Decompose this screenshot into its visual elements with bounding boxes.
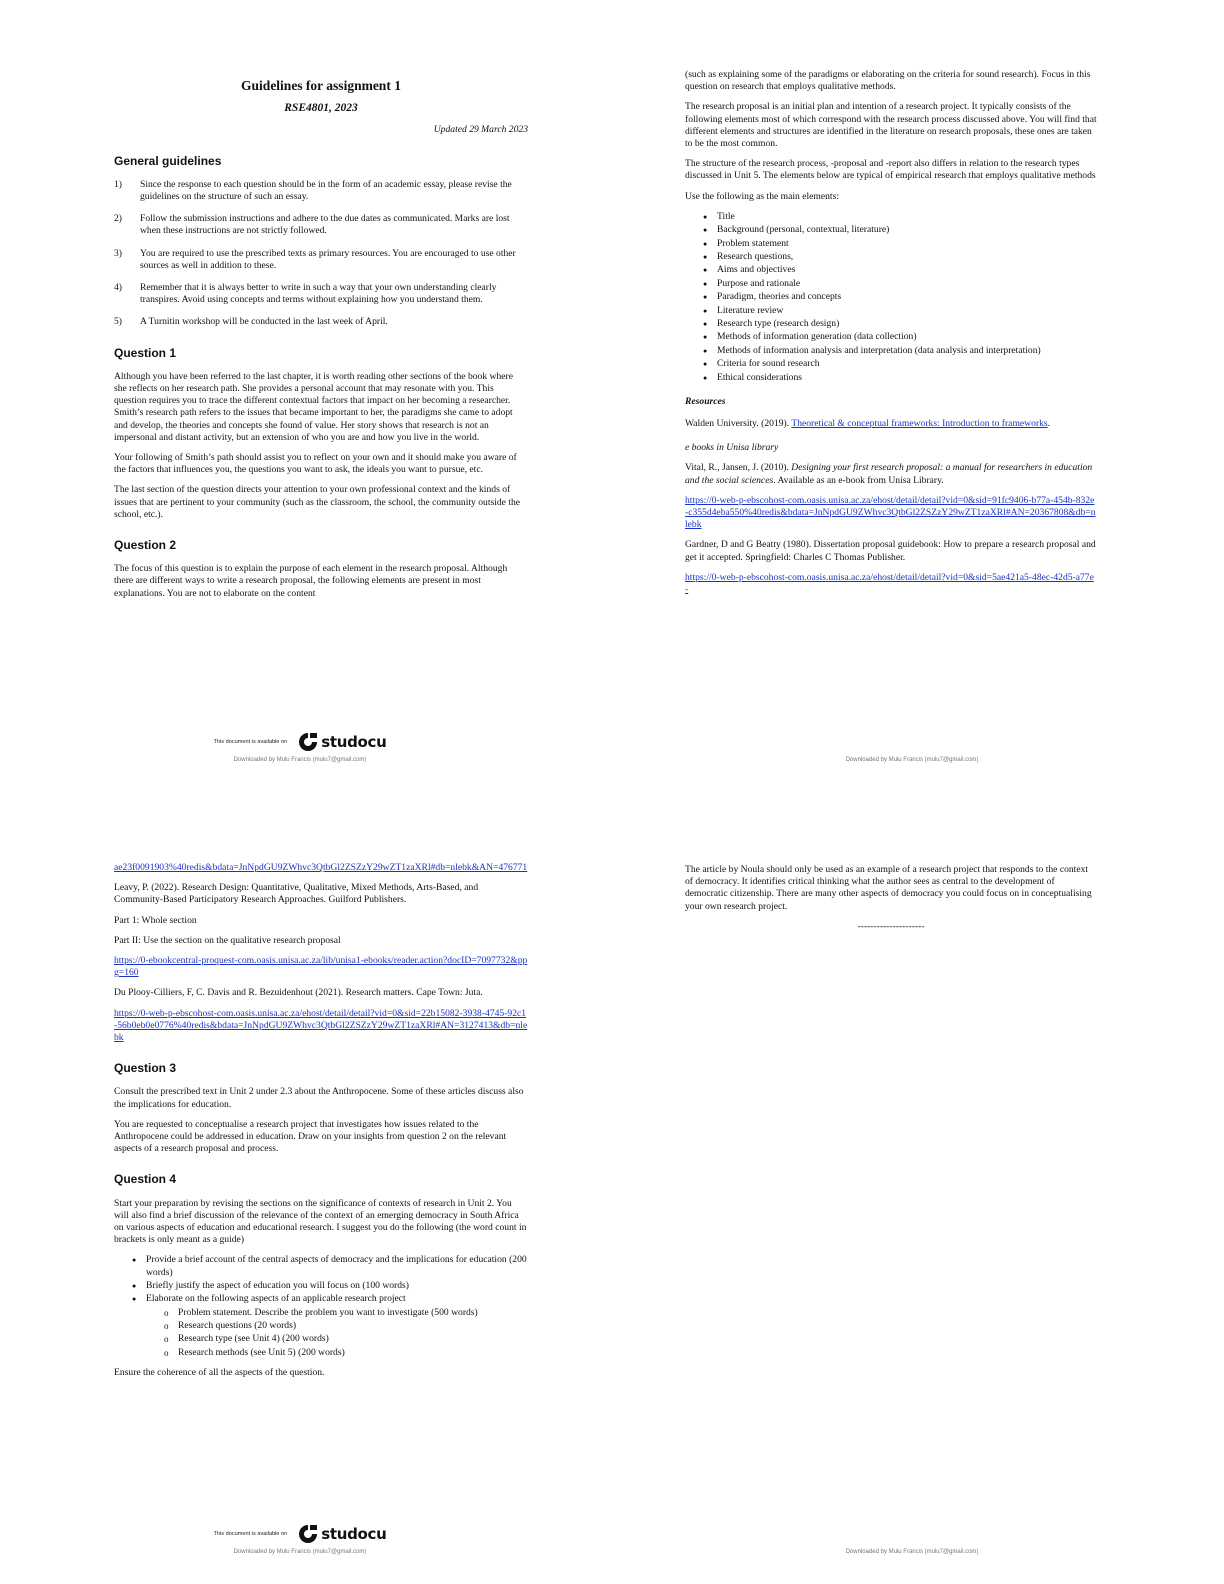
list-item: ● Paradigm, theories and concepts — [717, 291, 1097, 303]
reference-gardner: Gardner, D and G Beatty (1980). Dissertation proposal guidebook: How to prepare a research proposal and get it accepted. Springfield: Charles C Thomas Publisher. — [685, 539, 1096, 563]
list-item: ● Methods of information analysis and interpretation (data analysis and interpretation) — [717, 345, 1097, 357]
list-item: ● Background (personal, contextual, literature) — [717, 224, 1097, 236]
guideline-item — [114, 179, 528, 203]
reference-du-plooy: Du Plooy-Cilliers, F, C. Davis and R. Bezuidenhout (2021). Research matters. Cape Town: Juta. — [114, 987, 483, 999]
question-1-paragraph: Your following of Smith’s path should assist you to reflect on your own and it should make you aware of the factors that influences you, the questions you want to ask, the ideals you want to pursue, etc. — [114, 452, 517, 476]
document-subtitle: RSE4801, 2023 — [284, 102, 358, 115]
list-item: ● Briefly justify the aspect of education you will focus on (100 words) — [146, 1280, 528, 1292]
resources-heading: Resources — [685, 395, 726, 407]
guideline-text: A Turnitin workshop will be conducted in the last week of April. — [140, 316, 388, 328]
guideline-text: Remember that it is always better to write in such a way that your own understanding clearly transpires. Avoid using concepts and terms without explaining how you understand them. — [140, 282, 497, 306]
vital-ebook-link[interactable]: https://0-web-p-ebscohost-com.oasis.unisa.ac.za/ehost/detail/detail?vid=0&sid=91fc9406-b77a-454b-832e-c355d4eba550%40redis&bdata=JnNpdGU9ZWhvc3QtbGl2ZSZzY29wZT1zaXRl#AN=20367808&db=nlebk — [685, 494, 1096, 531]
page-1-content — [114, 76, 528, 608]
question-4-intro: Start your preparation by revising the sections on the significance of contexts of research in Unit 2. You will also find a brief discussion of the relevance of the context of an emerging democracy in South Africa on various aspects of education and educational research. I suggest you do the following (the word count in brackets is only meant as a guide) — [114, 1197, 527, 1246]
reference-author: Walden University. (2019). — [685, 417, 792, 429]
document-title: Guidelines for assignment 1 — [241, 78, 401, 93]
page-3-content — [114, 862, 528, 1387]
sub-list-item: o Problem statement. Describe the problem you want to investigate (500 words) — [178, 1307, 528, 1319]
page-2-content — [685, 69, 1097, 604]
availability-text: This document is available on — [213, 739, 288, 745]
page-3 — [0, 792, 600, 1584]
question-3-heading: Question 3 — [114, 1061, 177, 1076]
list-item: ● Aims and objectives — [717, 264, 1097, 276]
guideline-number: 1) — [114, 178, 122, 190]
studocu-logo — [297, 1523, 386, 1545]
question-3-paragraph: You are requested to conceptualise a research project that investigates how issues related to the Anthropocene could be addressed in education. Draw on your insights from question 2 on the relevant aspects of a research proposal and process. — [114, 1118, 507, 1155]
list-item: ● Research type (research design) — [717, 318, 1097, 330]
du-plooy-ebook-link[interactable]: https://0-web-p-ebscohost-com.oasis.unisa.ac.za/ehost/detail/detail?vid=0&sid=22b15082-3938-4745-92c1-56b0eb0e0776%40redis&bdata=JnNpdGU9ZWhvc3QtbGl2ZSZzY29wZT1zaXRl#AN=3127413&db=nlebk — [114, 1007, 528, 1044]
list-item: ● Criteria for sound research — [717, 358, 1097, 370]
studocu-availability-banner[interactable] — [0, 731, 600, 753]
question-2-paragraph: The structure of the research process, -proposal and -report also differs in relation to the research types discussed in Unit 5. The elements below are typical of empirical research that employs qualitative methods — [685, 158, 1096, 182]
ebooks-heading: e books in Unisa library — [685, 442, 779, 454]
guideline-text: Since the response to each question should be in the form of an academic essay, please revise the guidelines on the structure of such an essay. — [140, 178, 512, 203]
proposal-elements-list — [685, 211, 1097, 384]
question-1-paragraph: Although you have been referred to the last chapter, it is worth reading other sections of the book where she reflects on her research path. She provides a personal account that may resonate with you. This question requires you to trace the different contextual factors that impact on her becoming a researcher. Smith’s research path refers to the issues that became important to her, the paradigms she came to adopt and develop, the theories and concepts she found of value. Her story shows that research is not an impersonal and distant activity, but an extension of who you are and how you live in the world. — [114, 370, 513, 443]
guideline-number: 4) — [114, 282, 122, 294]
part-2-note: Part II: Use the section on the qualitative research proposal — [114, 934, 341, 946]
guideline-item — [114, 213, 528, 237]
page-1 — [0, 0, 600, 792]
sub-list-item: o Research methods (see Unit 5) (200 words) — [178, 1347, 528, 1359]
studocu-logo-text: studocu — [321, 1525, 387, 1543]
page-4 — [612, 792, 1212, 1584]
studocu-logo-text: studocu — [321, 733, 387, 751]
list-item: ● Provide a brief account of the central aspects of democracy and the implications for education (200 words) — [146, 1254, 528, 1278]
reference-vital — [685, 462, 1097, 486]
download-attribution: Downloaded by Mulu Francis (mulu7@gmail.com) — [233, 1549, 367, 1555]
question-1-heading: Question 1 — [114, 345, 177, 360]
question-4-closing: Ensure the coherence of all the aspects of the question. — [114, 1367, 325, 1379]
research-aspects-sublist — [146, 1307, 528, 1359]
guideline-number: 5) — [114, 316, 122, 328]
question-4-heading: Question 4 — [114, 1172, 177, 1187]
download-attribution: Downloaded by Mulu Francis (mulu7@gmail.com) — [845, 757, 979, 763]
walden-frameworks-link[interactable]: Theoretical & conceptual frameworks: Introduction to frameworks — [791, 417, 1048, 429]
question-2-paragraph: Use the following as the main elements: — [685, 190, 839, 202]
list-item: ● Research questions, — [717, 251, 1097, 263]
guideline-text: You are required to use the prescribed texts as primary resources. You are encouraged to use other sources as well in addition to these. — [140, 247, 516, 271]
reference-author: Vital, R., Jansen, J. (2010). — [685, 462, 792, 474]
list-item — [146, 1293, 528, 1359]
question-2-paragraph: (such as explaining some of the paradigms or elaborating on the criteria for sound research). Focus in this question on research that employs qualitative methods. — [685, 69, 1091, 93]
guideline-item — [114, 316, 528, 328]
sub-list-item: o Research type (see Unit 4) (200 words) — [178, 1333, 528, 1345]
gardner-ebook-link-continued[interactable]: ae23f0091903%40redis&bdata=JnNpdGU9ZWhvc3QtbGl2ZSZzY29wZT1zaXRl#db=nlebk&AN=476771 — [114, 862, 528, 873]
guideline-item — [114, 282, 528, 306]
list-item-text: Elaborate on the following aspects of an applicable research project — [146, 1293, 406, 1305]
studocu-availability-banner[interactable] — [0, 1523, 600, 1545]
reference-availability: . Available as an e-book from Unisa Library. — [773, 474, 944, 486]
proquest-ebook-link[interactable]: https://0-ebookcentral-proquest-com.oasis.unisa.ac.za/lib/unisa1-ebooks/reader.action?docID=7097732&ppg=160 — [114, 955, 528, 979]
page-4-content — [685, 864, 1097, 933]
question-4-task-list — [114, 1254, 528, 1359]
sub-list-item: o Research questions (20 words) — [178, 1320, 528, 1332]
download-attribution: Downloaded by Mulu Francis (mulu7@gmail.com) — [233, 757, 367, 763]
guideline-text: Follow the submission instructions and adhere to the due dates as communicated. Marks are lost when these instructions are not strictly followed. — [140, 213, 510, 237]
guideline-number: 3) — [114, 247, 122, 259]
question-2-heading: Question 2 — [114, 538, 177, 553]
updated-date: Updated 29 March 2023 — [433, 124, 528, 136]
question-4-note: The article by Noula should only be used as an example of a research project that responds to the context of democracy. It identifies critical thinking what the author sees as central to the development of democratic citizenship. There are many other aspects of democracy you could focus on in conceptualising your own research project. — [685, 864, 1092, 912]
reference-leavy: Leavy, P. (2022). Research Design: Quantitative, Qualitative, Mixed Methods, Arts-Based, and Community-Based Participatory Research Approaches. Guilford Publishers. — [114, 882, 479, 906]
question-3-paragraph: Consult the prescribed text in Unit 2 under 2.3 about the Anthropocene. Some of these articles discuss also the implications for education. — [114, 1086, 524, 1110]
gardner-ebook-link[interactable]: https://0-web-p-ebscohost-com.oasis.unisa.ac.za/ehost/detail/detail?vid=0&sid=5ae421a5-48ec-42d5-a77e- — [685, 571, 1094, 595]
list-item: ● Literature review — [717, 305, 1097, 317]
question-2-paragraph: The research proposal is an initial plan and intention of a research project. It typically consists of the following elements most of which correspond with the research process discussed above. You will find that different elements and structures are identified in the literature on research proposals, these ones are taken to be the most common. — [685, 101, 1097, 150]
reference-walden — [685, 418, 1097, 430]
list-item: ● Purpose and rationale — [717, 278, 1097, 290]
reference-title: Designing your first research proposal: a manual for researchers in education and the social sciences — [685, 462, 1093, 486]
guideline-number: 2) — [114, 213, 122, 225]
general-guidelines-heading: General guidelines — [114, 153, 222, 168]
reference-punctuation: . — [1047, 417, 1051, 429]
guidelines-list — [114, 179, 528, 329]
question-2-paragraph: The focus of this question is to explain the purpose of each element in the research proposal. Although there are different ways to write a research proposal, the following elements are present in most explanations. You are not to elaborate on the content — [114, 563, 508, 599]
studocu-logo-icon — [297, 1523, 319, 1545]
list-item: ● Methods of information generation (data collection) — [717, 331, 1097, 343]
part-1-note: Part 1: Whole section — [114, 914, 197, 926]
availability-text: This document is available on — [213, 1531, 288, 1537]
question-1-paragraph: The last section of the question directs your attention to your own professional context and the kinds of issues that are pertinent to your community (such as the classroom, the school, the community outside the school, etc.). — [114, 484, 521, 520]
page-2 — [612, 0, 1212, 792]
studocu-logo-icon — [297, 731, 319, 753]
end-separator: --------------------- — [857, 920, 925, 932]
list-item: ● Ethical considerations — [717, 372, 1097, 384]
studocu-logo — [297, 731, 386, 753]
list-item: ● Title — [717, 211, 1097, 223]
guideline-item — [114, 248, 528, 272]
list-item: ● Problem statement — [717, 238, 1097, 250]
download-attribution: Downloaded by Mulu Francis (mulu7@gmail.com) — [845, 1549, 979, 1555]
